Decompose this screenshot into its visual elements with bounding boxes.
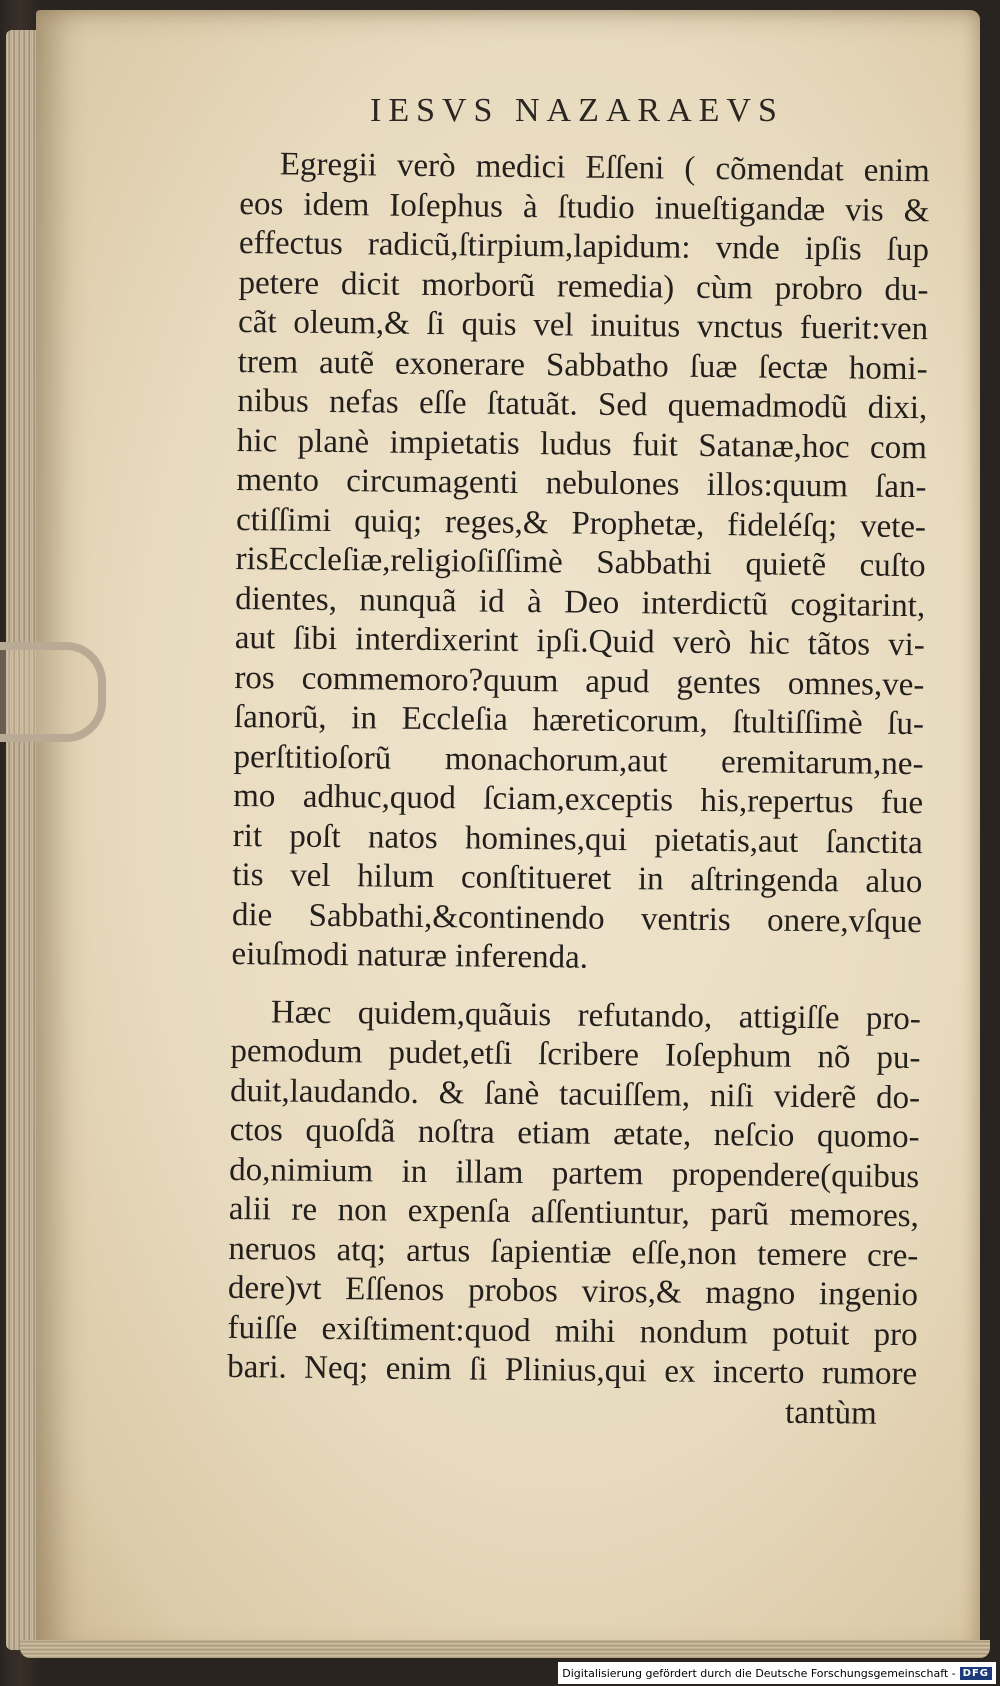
text-line: alii re non expenſa aſſentiuntur, parũ memores, bbox=[228, 1190, 920, 1235]
text-line: trem autẽ exonerare Sabbatho ſuæ ſectæ homi- bbox=[237, 343, 928, 387]
text-line: cãt oleum,& ſi quis vel inuitus vnctus fuerit:ven bbox=[237, 303, 929, 348]
text-line: neruos atq; artus ſapientiæ eſſe,non temere cre- bbox=[228, 1230, 919, 1274]
text-line: ctiſſimi quiq; reges,& Prophetæ, fideléſq; vete- bbox=[235, 501, 927, 545]
text-line: bari. Neq; enim ſi Plinius,qui ex incerto rumore bbox=[227, 1348, 918, 1393]
text-line: ſanorũ, in Eccleſia hæreticorum, ſtultiſſimè ſu- bbox=[233, 698, 925, 743]
text-line: ros commemoro?quum apud gentes omnes,ve- bbox=[234, 659, 925, 703]
clasp-strap bbox=[0, 642, 106, 742]
text-line: tis vel hilum conſtitueret in aſtringenda aluo bbox=[232, 856, 923, 901]
text-line: pemodum pudet,etſi ſcribere Ioſephum nõ pu- bbox=[230, 1032, 921, 1077]
text-line: ctos quoſdã noſtra etiam ætate, neſcio quomo- bbox=[229, 1111, 920, 1156]
text-line: dere)vt Eſſenos probos viros,& magno ingenio bbox=[227, 1269, 919, 1314]
text-line: dientes, nunquã id à Deo interdictũ cogitarint, bbox=[235, 580, 926, 624]
text-line: die Sabbathi,&continendo ventris onere,vſque bbox=[231, 896, 923, 940]
text-line: risEccleſiæ,religioſiſſimè Sabbathi quietẽ cuſto bbox=[235, 540, 926, 585]
text-line: perſtitioſorũ monachorum,aut eremitarum,ne- bbox=[233, 738, 924, 782]
credit-text: Digitalisierung gefördert durch die Deutsche Forschungsgemeinschaft - bbox=[562, 1666, 956, 1680]
text-line: mento circumagenti nebulones illos:quum ſan- bbox=[236, 461, 927, 506]
text-line: Egregii verò medici Eſſeni ( cõmendat enim bbox=[279, 146, 930, 190]
text-line: petere dicit morborũ remedia) cùm probro du- bbox=[238, 264, 929, 308]
dfg-logo: DFG bbox=[960, 1667, 992, 1680]
text-line: eos idem Ioſephus à ſtudio inueſtigandæ vis & bbox=[239, 185, 930, 229]
text-line: mo adhuc,quod ſciam,exceptis his,repertus fue bbox=[232, 777, 924, 822]
text-line: duit,laudando. & ſanè tacuiſſem, niſi viderẽ do- bbox=[229, 1072, 921, 1116]
text-line: hic planè impietatis ludus fuit Satanæ,hoc com bbox=[236, 422, 928, 466]
digitization-credit bbox=[558, 1662, 996, 1684]
running-head: IESVS NAZARAEVS bbox=[370, 92, 784, 129]
text-line: do,nimium in illam partem propendere(quibus bbox=[229, 1151, 920, 1195]
body-text bbox=[227, 145, 930, 1434]
text-line: nibus nefas eſſe ſtatuãt. Sed quemadmodũ dixi, bbox=[237, 382, 928, 427]
catchword: tantùm bbox=[784, 1394, 877, 1432]
text-line: rit poſt natos homines,qui pietatis,aut ſanctita bbox=[232, 817, 923, 861]
page-bottom-edge bbox=[20, 1640, 990, 1658]
text-line: Hæc quidem,quãuis refutando, attigiſſe pro- bbox=[270, 993, 922, 1037]
text-line: effectus radicũ,ſtirpium,lapidum: vnde ipſis ſup bbox=[238, 224, 930, 269]
text-line: fuiſſe exiſtiment:quod mihi nondum potuit pro bbox=[227, 1309, 918, 1353]
text-line: eiuſmodi naturæ inferenda. bbox=[231, 935, 589, 976]
text-line: aut ſibi interdixerint ipſi.Quid verò hic tãtos vi- bbox=[234, 619, 925, 664]
